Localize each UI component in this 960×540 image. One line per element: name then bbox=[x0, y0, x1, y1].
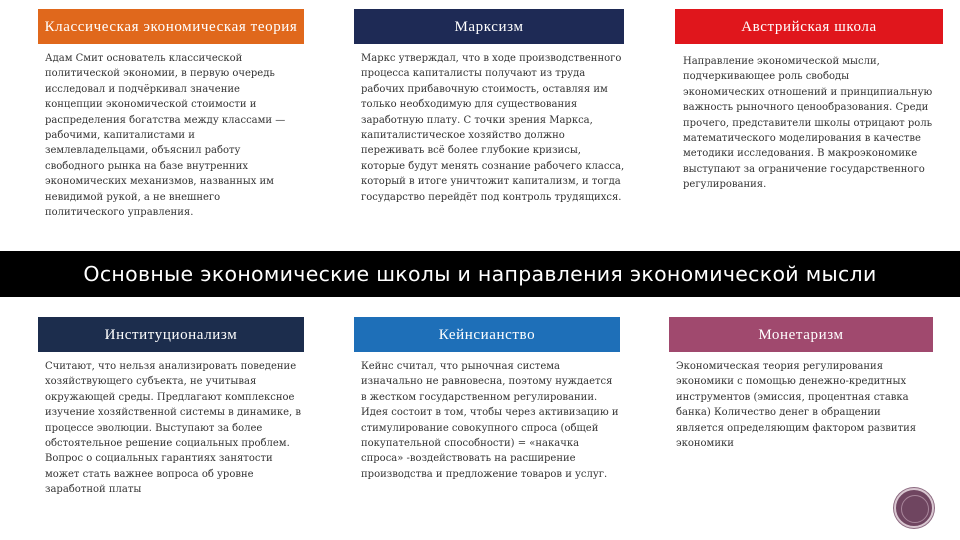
austrian-school-text: Направление экономической мысли, подчеркивающее роль свободы экономических отношений и принципиальную важность рыночного ценообразования. Среди прочего, представители школы отрицают роль математического моделирования в качестве методики исследования. В макроэкономике выступают за ограничение государственного регулирования. bbox=[683, 56, 933, 191]
classical-theory-text: Адам Смит основатель классической политической экономии, в первую очередь исследовал и подчёркивал значение концепции экономической стоимости и распределения богатства между классами — рабочими, капиталистами и землевладельцами, объяснил работу свободного рынка на базе внутренних экономических механизмов, названных им невидимой рукой, а не внешнего политического управления. bbox=[45, 53, 286, 219]
slide-nav-circle-icon[interactable] bbox=[894, 488, 934, 528]
monetarism-header: Монетаризм bbox=[669, 317, 933, 352]
classical-theory-header: Классическая экономическая теория bbox=[38, 9, 304, 44]
marxism-text: Маркс утверждал, что в ходе производственного процесса капиталисты получают из труда рабочих прибавочную стоимость, оставляя им только необходимую для существования заработную плату. С точки зрения Маркса, капиталистическое хозяйство должно переживать всё более глубокие кризисы, которые будут менять сознание рабочего класса, который в итоге уничтожит капитализм, и тогда государство перейдёт под контроль трудящихся. bbox=[361, 53, 625, 203]
institutionalism-text: Считают, что нельзя анализировать поведение хозяйствующего субъекта, не учитывая окружающей среды. Предлагают комплексное изучение хозяйственной системы в динамике, в процессе эволюции. Выступают за более обстоятельное решение социальных проблем. Вопрос о социальных гарантиях занятости может стать важнее вопроса об уровне заработной платы bbox=[45, 361, 302, 496]
keynesianism-header: Кейнсианство bbox=[354, 317, 620, 352]
austrian-school-header: Австрийская школа bbox=[675, 9, 943, 44]
monetarism-text: Экономическая теория регулирования экономики с помощью денежно-кредитных инструментов (эмиссия, процентная ставка банка) Количество денег в обращении является определяющим фактором развития экономики bbox=[676, 361, 917, 450]
main-title-banner: Основные экономические школы и направления экономической мысли bbox=[0, 251, 960, 297]
keynesianism-text: Кейнс считал, что рыночная система изначально не равновесна, поэтому нуждается в жестком государственном регулировании. Идея состоит в том, чтобы через активизацию и стимулирование совокупного спроса (общей покупательной способности) = «накачка спроса» -воздействовать на расширение производства и предложение товаров и услуг. bbox=[361, 361, 619, 480]
marxism-header: Марксизм bbox=[354, 9, 624, 44]
institutionalism-header: Институционализм bbox=[38, 317, 304, 352]
